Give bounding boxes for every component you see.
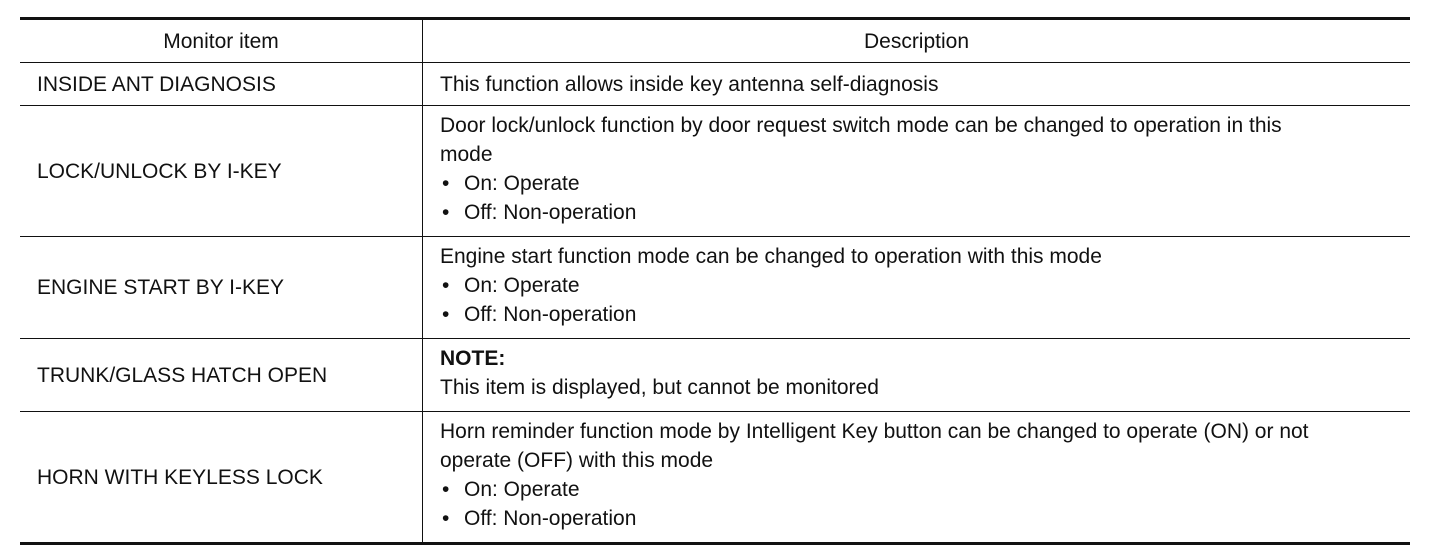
description-line: This function allows inside key antenna self-diagnosis <box>440 72 939 96</box>
description-line: Door lock/unlock function by door request switch mode can be changed to operation in this <box>440 114 1282 137</box>
table-row <box>20 236 1410 338</box>
description-line: This item is displayed, but cannot be monitored <box>440 376 879 399</box>
bullet-item: • Off: Non-operation <box>440 198 1396 227</box>
description-cell <box>423 106 1410 236</box>
monitor-item-cell: TRUNK/GLASS HATCH OPEN <box>20 339 423 411</box>
monitor-item-cell: INSIDE ANT DIAGNOSIS <box>20 63 423 105</box>
note-label: NOTE: <box>440 347 506 370</box>
description-cell <box>423 339 1410 411</box>
table-row <box>20 62 1410 105</box>
bullet-item: • On: Operate <box>440 475 1396 504</box>
description-line: Horn reminder function mode by Intelligent Key button can be changed to operate (ON) or not <box>440 420 1309 443</box>
description-cell <box>423 63 1410 105</box>
bullet-item: • On: Operate <box>440 169 1396 198</box>
description-line: mode <box>440 143 493 166</box>
table-header-row <box>20 20 1410 62</box>
description-cell <box>423 237 1410 338</box>
bullet-item: • On: Operate <box>440 271 1396 300</box>
header-monitor-item: Monitor item <box>20 20 423 62</box>
description-line: operate (OFF) with this mode <box>440 449 714 472</box>
table-row <box>20 411 1410 542</box>
table-row <box>20 105 1410 236</box>
description-line: Engine start function mode can be changed to operation with this mode <box>440 245 1102 268</box>
monitor-item-cell: ENGINE START BY I-KEY <box>20 237 423 338</box>
monitor-item-table <box>20 17 1410 545</box>
monitor-item-cell: HORN WITH KEYLESS LOCK <box>20 412 423 542</box>
header-description: Description <box>863 29 970 53</box>
bullet-item: • Off: Non-operation <box>440 504 1396 533</box>
table-row <box>20 338 1410 411</box>
bullet-item: • Off: Non-operation <box>440 300 1396 329</box>
description-cell <box>423 412 1410 542</box>
monitor-item-cell: LOCK/UNLOCK BY I-KEY <box>20 106 423 236</box>
